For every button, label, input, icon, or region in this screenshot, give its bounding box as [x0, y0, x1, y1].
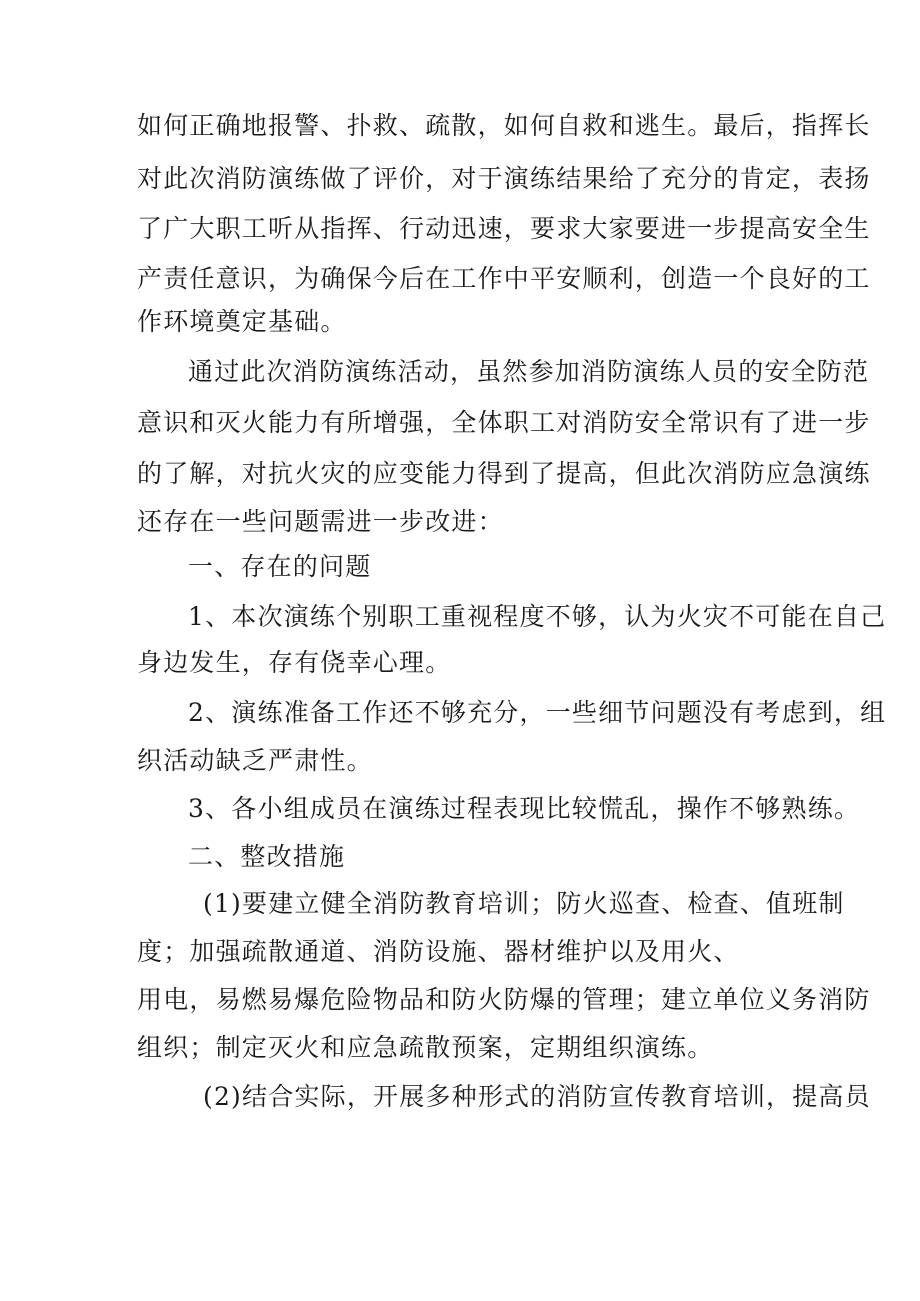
text-line: 了广大职工听从指挥、行动迅速，要求大家要进一步提高安全生	[137, 214, 871, 243]
text-line: 的了解，对抗火灾的应变能力得到了提高，但此次消防应急演练	[137, 459, 871, 488]
text-line: 产责任意识，为确保今后在工作中平安顺利，创造一个良好的工	[137, 264, 871, 293]
list-item: 3、各小组成员在演练过程表现比较慌乱，操作不够熟练。	[188, 794, 861, 823]
list-item: (1)要建立健全消防教育培训；防火巡查、检查、值班制	[203, 889, 845, 918]
text-line: 作环境奠定基础。	[137, 307, 347, 336]
list-item: 1、本次演练个别职工重视程度不够，认为火灾不可能在自己	[188, 602, 887, 631]
paragraph-first-line: 通过此次消防演练活动，虽然参加消防演练人员的安全防范	[188, 357, 870, 386]
text-line: 组织；制定灭火和应急疏散预案，定期组织演练。	[137, 1033, 714, 1062]
text-line: 度；加强疏散通道、消防设施、器材维护以及用火、	[137, 937, 740, 966]
text-line: 意识和灭火能力有所增强，全体职工对消防安全常识有了进一步	[137, 408, 871, 437]
list-item: 2、演练准备工作还不够充分，一些细节问题没有考虑到，组	[188, 698, 887, 727]
text-line: 用电，易燃易爆危险物品和防火防爆的管理；建立单位义务消防	[137, 985, 871, 1014]
text-line: 如何正确地报警、扑救、疏散，如何自救和逃生。最后，指挥长	[137, 111, 871, 140]
text-line: 对此次消防演练做了评价，对于演练结果给了充分的肯定，表扬	[137, 164, 871, 193]
list-item: (2)结合实际，开展多种形式的消防宣传教育培训，提高员	[203, 1082, 871, 1111]
text-line: 还存在一些问题需进一步改进：	[137, 507, 504, 536]
text-line: 身边发生，存有侥幸心理。	[137, 648, 452, 677]
section-heading: 一、存在的问题	[188, 552, 372, 581]
text-line: 织活动缺乏严肃性。	[137, 746, 373, 775]
section-heading: 二、整改措施	[188, 842, 346, 871]
